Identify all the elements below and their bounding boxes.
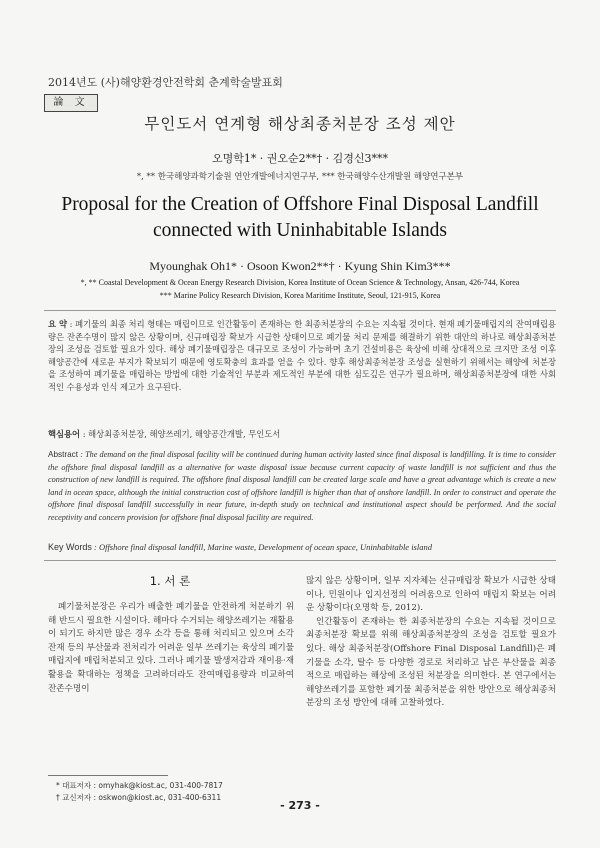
body-column-2 (306, 575, 556, 711)
abstract-label: Abstract (48, 450, 79, 459)
summary-text: : 폐기물의 최종 처리 형태는 매립이므로 인간활동이 존재하는 한 최종처분장의 수요는 지속될 것이다. 현재 폐기물매립지의 잔여매립용량은 잔존수명이 많지 않은 상황이며, 신규매립장 확보가 시급한 상태이므로 폐기물 처리 문제를 해결하기 위한 대안의 하나로 해상최종처분장의 조성을 검토할 필요가 있다. 해상 폐기물매립장은 대규모로 조성이 가능하며 초기 건설비용은 육상에 비해 상대적으로 크지만 조성 이후 해양공간에 새로운 부지가 확보되기 때문에 영토확충의 효과를 얻을 수 있다. 향후 해상최종처분장 조성을 실현하기 위해서는 해양에 처분장을 조성하여 폐기물을 매립하는 방법에 대한 기술적인 부분과 제도적인 부분에 대한 심도깊은 연구가 필요하며, 해상최종처분장에 대한 사회적인 수용성과 인식 제고가 요구된다. (48, 319, 557, 392)
english-abstract (48, 449, 556, 525)
keywords-ko-text: : 해상최종처분장, 해양쓰레기, 해양공간개발, 무인도서 (80, 429, 281, 439)
body-col1-text: 폐기물처분장은 우리가 배출한 폐기물을 안전하게 처분하기 위해 반드시 필요한 시설이다. 해마다 수거되는 해양쓰레기는 재활용이 되기도 하지만 많은 경우 소각 등을 통해 처리되고 있으며 소각잔재 등의 부산물과 전처리가 어려운 일부 쓰레기는 육상의 폐기물매립지에 매립처분되고 있다. 그러나 폐기물 발생저감과 재이용·재활용을 확대하는 정책을 고려하더라도 잔여매립용량과 비교하여 잔존수명이 (48, 602, 294, 694)
body-col2-para1: 많지 않은 상황이며, 일부 지자체는 신규매립장 확보가 시급한 상태이나, 민원이나 입지선정의 어려움으로 인하여 매립지 확보는 어려운 상황이다(오명학 등, 2012). (306, 576, 556, 614)
footnote-corresponding-1: * 대표저자 : omyhak@kiost.ac, 031-400-7817 (56, 781, 223, 790)
conference-name: 2014년도 (사)해양환경안전학회 춘계학술발표회 (48, 76, 283, 89)
summary-label: 요 약 (48, 319, 67, 329)
section-heading: 1. 서 론 (149, 574, 191, 588)
body-column-1 (48, 601, 294, 696)
footnote-corresponding-2: † 교신저자 : oskwon@kiost.ac, 031-400-6311 (56, 793, 222, 802)
english-affiliation-2: *** Marine Policy Research Division, Korea Maritime Institute, Seoul, 121-915, Korea (159, 291, 441, 300)
keywords-en-label: Key Words (48, 542, 92, 552)
korean-summary (48, 318, 556, 394)
korean-authors: 오명학1* · 권오순2**† · 김경신3*** (211, 152, 389, 165)
english-keywords (48, 542, 432, 552)
korean-title: 무인도서 연계형 해상최종처분장 조성 제안 (144, 115, 456, 133)
korean-affiliations: *, ** 한국해양과학기술원 연안개발에너지연구부, *** 한국해양수산개발원 해양연구본부 (136, 172, 464, 182)
footnote-divider (48, 775, 168, 776)
english-affiliation-1: *, ** Coastal Development & Ocean Energy Research Division, Korea Institute of Ocean Science & Technology, Ansan, 426-744, Korea (80, 278, 520, 287)
english-authors: Myounghak Oh1* · Osoon Kwon2**† · Kyung Shin Kim3*** (149, 259, 451, 273)
paper-type-badge: 論 文 (44, 94, 98, 112)
divider-bottom (44, 560, 556, 561)
divider-top (44, 310, 556, 311)
abstract-text: : The demand on the final disposal facility will be continued during human activity lasted since final disposal is landfilling. It is time to consider the offshore final disposal landfill as a alternative for waste disposal issue because current capacity of waste landfill is not sufficient and thus the construction of new landfill is required. The offshore final disposal landfill can be created large scale and have a great advantage which is create a new land in ocean space, although the initial construction cost of offshore landfill is higher than that of onshore landfill. In order to construct and operate the offshore final disposal landfill successfully in near future, in-depth study on technical and institutional aspect should be performed. And the social receptivity and concern provision for offshore final disposal facility are required. (48, 450, 556, 522)
english-title: Proposal for the Creation of Offshore Final Disposal Landfill connected with Uninhabitable Islands (61, 194, 539, 241)
keywords-ko-label: 핵심용어 (48, 429, 81, 439)
page-number: - 273 - (280, 799, 320, 812)
korean-keywords (48, 428, 280, 440)
body-col2-para2: 인간활동이 존재하는 한 최종처분장의 수요는 지속될 것이므로 최종처분장 확보를 위해 해상최종처분장의 조성을 검토할 필요가 있다. 해상 최종처분장(Offshore Final Disposal Landfill)은 폐기물을 소각, 탈수 등 다양한 경로로 처리하고 남은 부산물을 최종적으로 매립하는 해상에 조성된 처분장을 의미한다. 본 연구에서는 해양쓰레기를 포함한 폐기물 최종처분을 위한 방안으로 해상최종처분장의 조성 방안에 대해 고찰하였다. (306, 616, 556, 709)
keywords-en-text: : Offshore final disposal landfill, Marine waste, Development of ocean space, Uninhabitable island (91, 542, 432, 552)
